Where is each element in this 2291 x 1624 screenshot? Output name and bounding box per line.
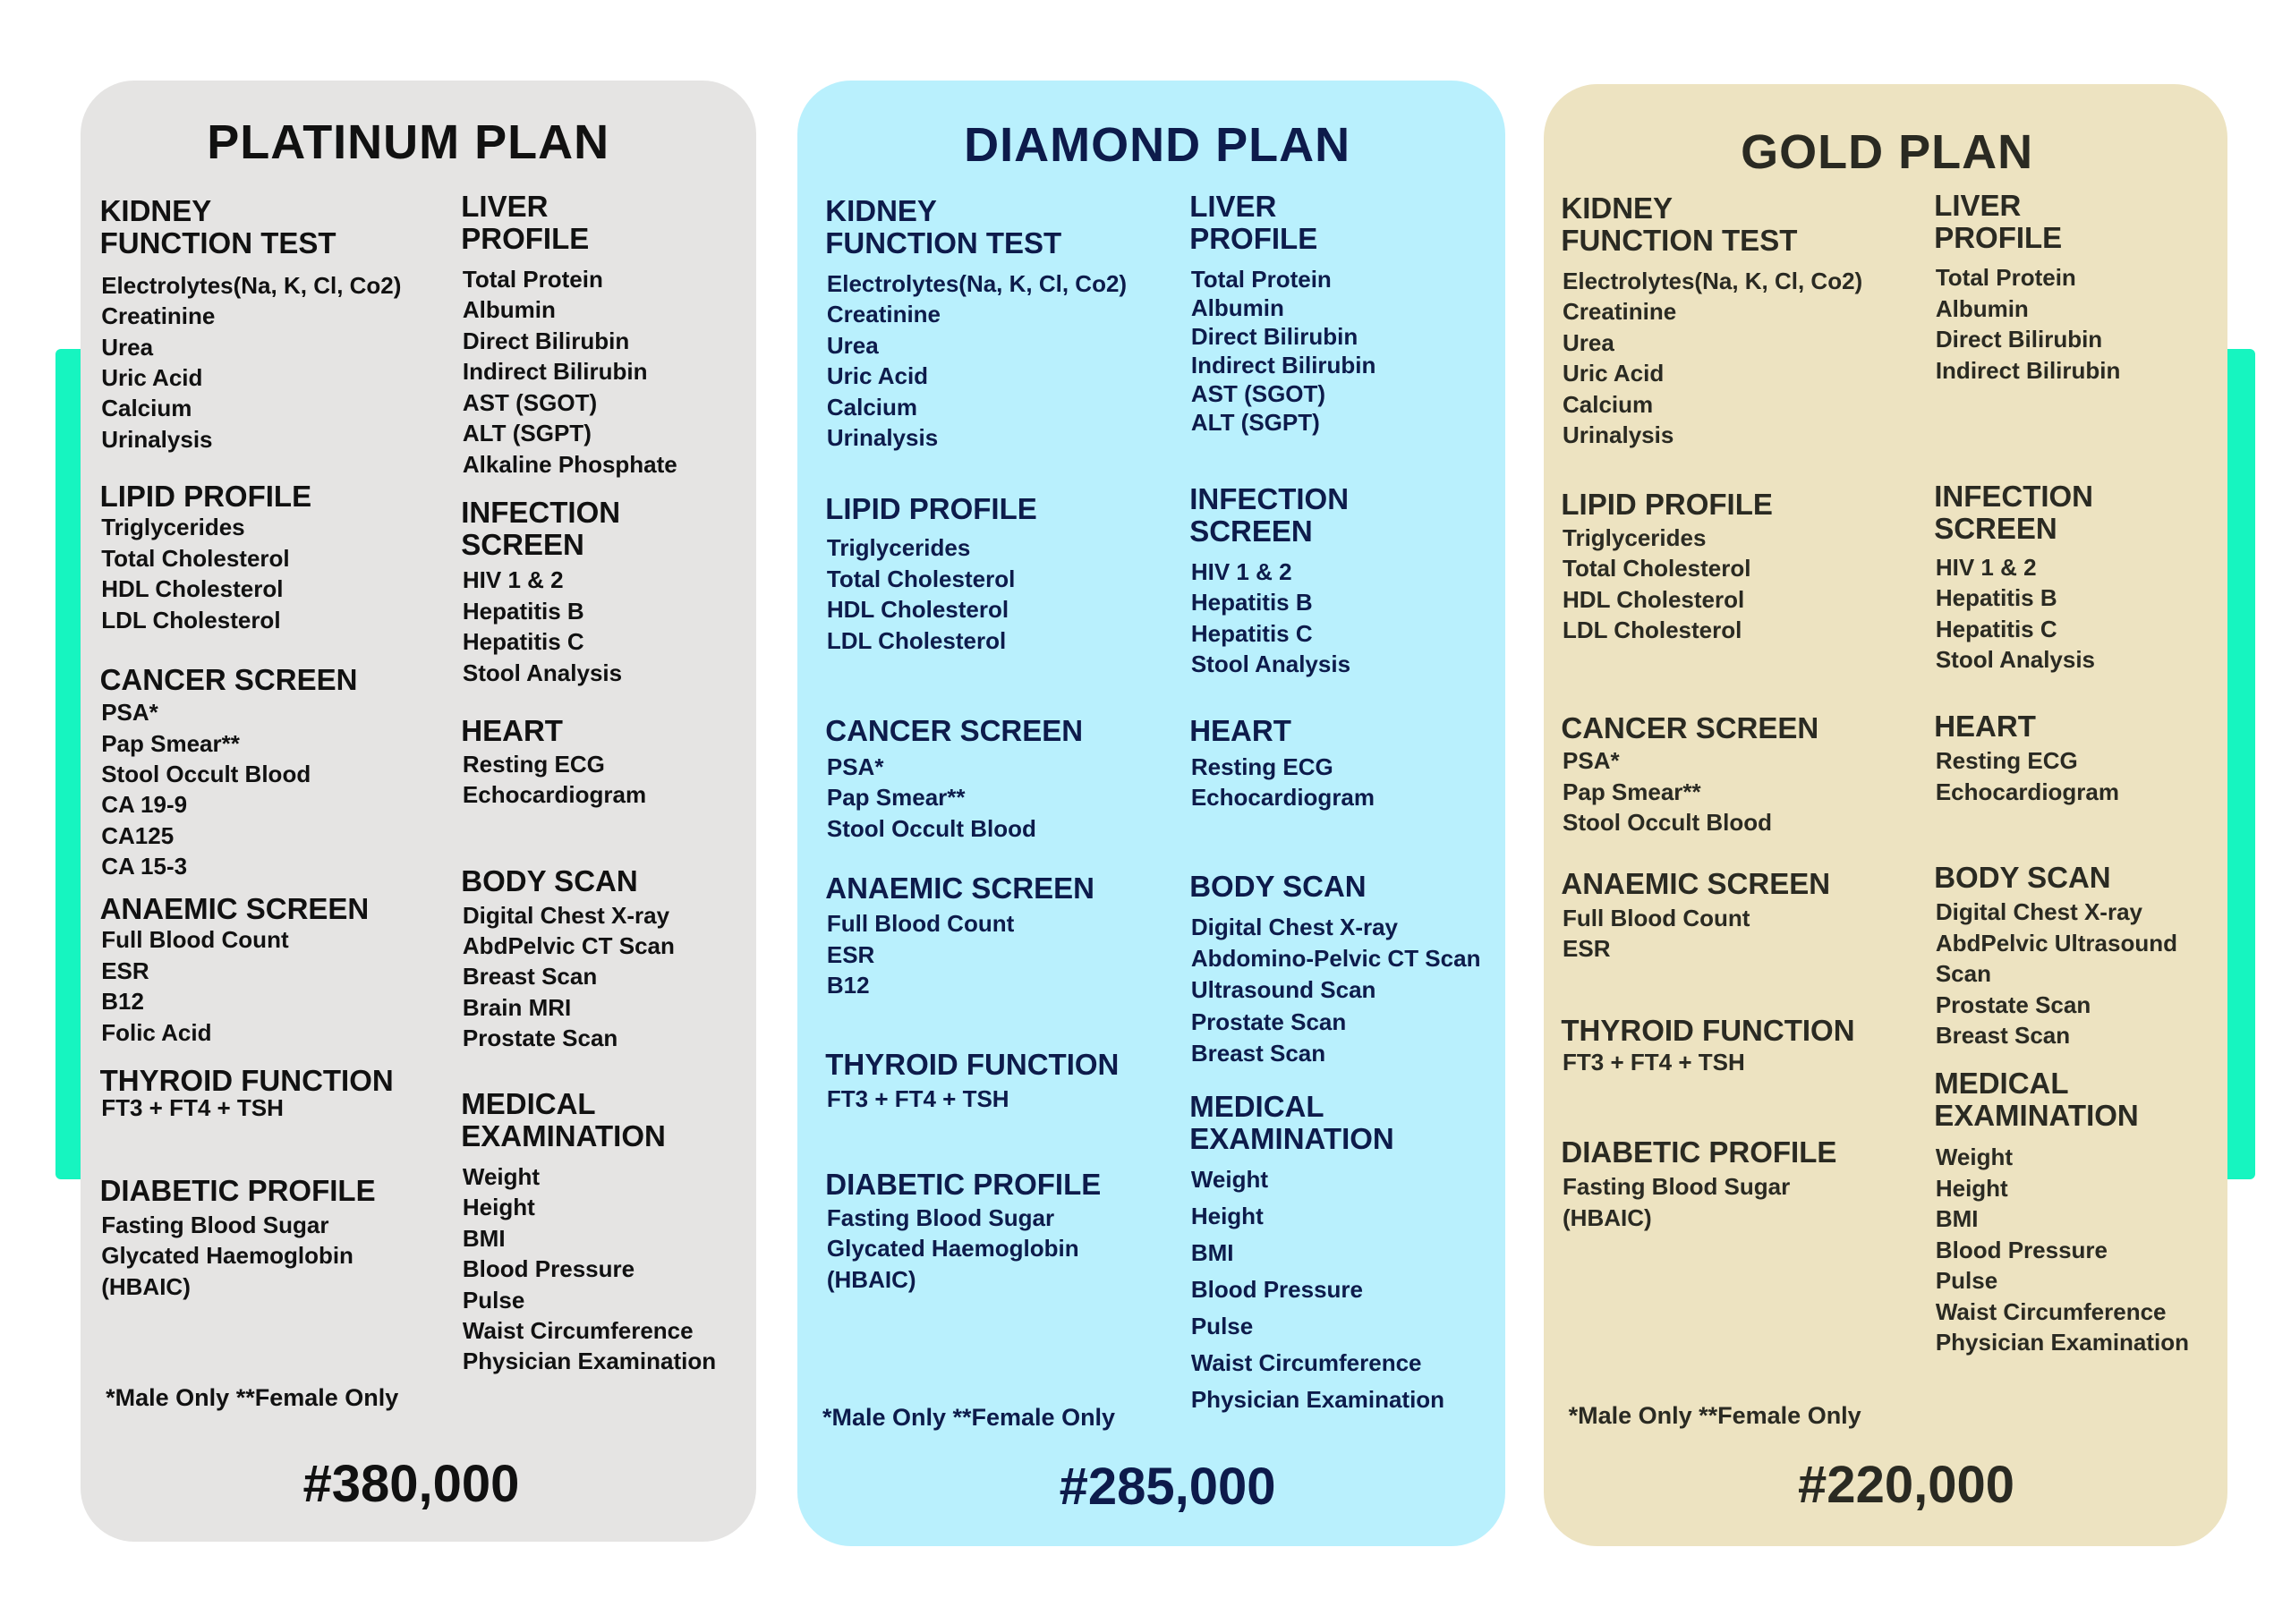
test-item: BMI: [462, 1224, 506, 1252]
test-item: Calcium: [101, 395, 192, 422]
section-heading: LIPID PROFILE: [825, 492, 1037, 526]
test-item: HDL Cholesterol: [826, 596, 1009, 624]
test-item: CA125: [101, 821, 175, 849]
test-item: Electrolytes(Na, K, Cl, Co2): [1563, 267, 1863, 294]
test-item: Hepatitis C: [462, 628, 584, 656]
test-item: Indirect Bilirubin: [1190, 352, 1376, 379]
test-item: FT3 + FT4 + TSH: [101, 1093, 284, 1121]
test-item: Prostate Scan: [1935, 991, 2091, 1018]
test-item: Blood Pressure: [1935, 1236, 2108, 1263]
plan-price: #285,000: [1059, 1457, 1276, 1516]
plan-title: DIAMOND PLAN: [964, 118, 1351, 173]
test-item: B12: [101, 988, 144, 1016]
test-item: Pulse: [1935, 1267, 1998, 1295]
test-item: Urea: [1563, 328, 1614, 356]
section-heading: KIDNEY: [825, 194, 937, 228]
test-item: Stool Occult Blood: [1563, 809, 1773, 837]
test-item: B12: [826, 972, 870, 999]
section-heading: CANCER SCREEN: [1561, 710, 1819, 744]
section-heading: HEART: [461, 714, 563, 748]
test-item: Physician Examination: [462, 1348, 717, 1375]
test-item: Triglycerides: [1563, 523, 1707, 551]
section-heading: LIPID PROFILE: [1561, 488, 1773, 522]
test-item: Pulse: [462, 1286, 525, 1314]
test-item: AbdPelvic Ultrasound: [1935, 929, 2177, 957]
test-item: Direct Bilirubin: [462, 327, 630, 354]
section-heading: FUNCTION TEST: [99, 226, 336, 260]
footnote: *Male Only **Female Only: [822, 1403, 1116, 1431]
section-heading: DIABETIC PROFILE: [99, 1173, 376, 1207]
test-item: Urinalysis: [1563, 421, 1674, 448]
test-item: PSA*: [826, 752, 884, 780]
test-item: Stool Analysis: [1935, 646, 2096, 674]
test-item: Triglycerides: [826, 534, 971, 562]
test-item: Scan: [1935, 960, 1991, 988]
test-item: Urinalysis: [826, 424, 939, 452]
section-heading: SCREEN: [1189, 514, 1313, 548]
test-item: Albumin: [1935, 294, 2029, 322]
section-heading: KIDNEY: [99, 194, 212, 228]
test-item: HIV 1 & 2: [1190, 557, 1292, 585]
test-item: Echocardiogram: [1935, 778, 2119, 805]
test-item: Fasting Blood Sugar: [101, 1211, 329, 1238]
test-item: Resting ECG: [462, 750, 605, 778]
section-heading: DIABETIC PROFILE: [825, 1168, 1102, 1202]
plan-title: PLATINUM PLAN: [207, 115, 610, 169]
test-item: LDL Cholesterol: [1563, 616, 1742, 644]
test-item: Resting ECG: [1190, 752, 1333, 780]
test-item: Alkaline Phosphate: [462, 450, 677, 478]
test-item: ALT (SGPT): [1190, 409, 1320, 437]
section-heading: PROFILE: [1934, 220, 2063, 254]
test-item: Brain MRI: [462, 993, 572, 1021]
test-item: Total Cholesterol: [826, 565, 1016, 592]
section-heading: BODY SCAN: [1934, 861, 2111, 895]
plan-title: GOLD PLAN: [1741, 125, 2034, 180]
test-item: Uric Acid: [101, 363, 203, 391]
test-item: Hepatitis B: [1190, 589, 1313, 616]
test-item: Calcium: [826, 393, 918, 421]
footnote: *Male Only **Female Only: [1568, 1402, 1861, 1430]
test-item: Echocardiogram: [1190, 784, 1375, 812]
test-item: Glycated Haemoglobin: [101, 1242, 353, 1270]
plan-price: #380,000: [302, 1454, 520, 1513]
test-item: FT3 + FT4 + TSH: [826, 1084, 1009, 1112]
test-item: Indirect Bilirubin: [462, 358, 648, 386]
test-item: AST (SGOT): [462, 388, 598, 416]
test-item: Total Cholesterol: [1563, 555, 1751, 582]
test-item: Urinalysis: [101, 425, 213, 453]
section-heading: CANCER SCREEN: [99, 662, 358, 696]
test-item: Pap Smear**: [826, 784, 966, 812]
test-item: Creatinine: [826, 301, 941, 328]
section-heading: FUNCTION TEST: [1561, 224, 1798, 258]
test-item: Full Blood Count: [826, 910, 1015, 938]
test-item: Albumin: [462, 296, 556, 324]
test-item: Height: [462, 1194, 535, 1221]
test-item: Stool Occult Blood: [101, 761, 311, 788]
test-item: ESR: [1563, 935, 1611, 963]
test-item: Breast Scan: [462, 963, 598, 991]
test-item: Creatinine: [1563, 298, 1677, 326]
test-item: Indirect Bilirubin: [1935, 356, 2121, 384]
test-item: PSA*: [101, 699, 158, 727]
test-item: Hepatitis C: [1190, 619, 1313, 647]
test-item: Hepatitis B: [462, 597, 584, 625]
test-item: Full Blood Count: [1563, 904, 1750, 931]
section-heading: DIABETIC PROFILE: [1561, 1135, 1837, 1169]
test-item: ESR: [826, 940, 875, 968]
test-item: Height: [1190, 1202, 1264, 1229]
test-item: Urea: [826, 331, 879, 359]
test-item: (HBAIC): [1563, 1203, 1652, 1231]
test-item: Urea: [101, 333, 154, 361]
test-item: HDL Cholesterol: [1563, 585, 1745, 613]
test-item: Creatinine: [101, 302, 216, 330]
test-item: Prostate Scan: [1190, 1008, 1347, 1035]
test-item: Fasting Blood Sugar: [1563, 1173, 1791, 1201]
plan-price: #220,000: [1798, 1456, 2014, 1515]
test-item: (HBAIC): [826, 1265, 916, 1293]
test-item: Resting ECG: [1935, 747, 2078, 775]
test-item: Electrolytes(Na, K, Cl, Co2): [101, 271, 402, 299]
test-item: Stool Analysis: [1190, 650, 1351, 677]
test-item: Hepatitis B: [1935, 584, 2057, 612]
test-item: Digital Chest X-ray: [1190, 913, 1399, 940]
test-item: Glycated Haemoglobin: [826, 1235, 1079, 1263]
test-item: AST (SGOT): [1190, 380, 1326, 408]
section-heading: INFECTION: [461, 495, 621, 529]
test-item: Fasting Blood Sugar: [826, 1203, 1055, 1231]
test-item: Blood Pressure: [462, 1255, 635, 1283]
section-heading: BODY SCAN: [1189, 870, 1367, 904]
test-item: Digital Chest X-ray: [462, 901, 670, 929]
test-item: Uric Acid: [826, 362, 929, 390]
test-item: Total Protein: [1935, 264, 2076, 292]
test-item: Stool Occult Blood: [826, 814, 1036, 842]
test-item: Hepatitis C: [1935, 615, 2057, 642]
section-heading: INFECTION: [1189, 481, 1350, 515]
test-item: AbdPelvic CT Scan: [462, 932, 675, 960]
test-item: BMI: [1190, 1239, 1234, 1266]
section-heading: MEDICAL: [1934, 1067, 2069, 1100]
section-heading: CANCER SCREEN: [825, 714, 1084, 748]
test-item: HIV 1 & 2: [1935, 553, 2037, 581]
section-heading: SCREEN: [461, 527, 584, 561]
section-heading: ANAEMIC SCREEN: [1561, 866, 1831, 900]
test-item: Total Protein: [462, 266, 603, 293]
test-item: Breast Scan: [1935, 1022, 2071, 1050]
test-item: Triglycerides: [101, 514, 245, 541]
section-heading: EXAMINATION: [461, 1119, 666, 1153]
section-heading: HEART: [1934, 710, 2036, 744]
section-heading: BODY SCAN: [461, 863, 638, 897]
test-item: Weight: [1190, 1165, 1269, 1193]
test-item: Blood Pressure: [1190, 1276, 1364, 1304]
test-item: ALT (SGPT): [462, 420, 592, 447]
test-item: Stool Analysis: [462, 659, 623, 686]
test-item: HDL Cholesterol: [101, 575, 284, 603]
test-item: CA 15-3: [101, 853, 188, 880]
test-item: Electrolytes(Na, K, Cl, Co2): [826, 269, 1128, 297]
test-item: HIV 1 & 2: [462, 566, 564, 594]
test-item: BMI: [1935, 1205, 1979, 1233]
test-item: Ultrasound Scan: [1190, 976, 1376, 1004]
test-item: Total Protein: [1190, 266, 1332, 293]
section-heading: HEART: [1189, 714, 1291, 748]
section-heading: EXAMINATION: [1189, 1122, 1394, 1156]
section-heading: PROFILE: [461, 222, 590, 256]
section-heading: LIVER: [1189, 190, 1277, 224]
test-item: LDL Cholesterol: [101, 606, 281, 633]
test-item: Waist Circumference: [1935, 1297, 2167, 1325]
section-heading: INFECTION: [1934, 479, 2094, 513]
test-item: PSA*: [1563, 747, 1620, 775]
test-item: Pap Smear**: [101, 729, 240, 757]
section-heading: EXAMINATION: [1934, 1099, 2139, 1133]
test-item: Direct Bilirubin: [1190, 323, 1358, 351]
test-item: LDL Cholesterol: [826, 626, 1007, 654]
test-item: Height: [1935, 1174, 2008, 1202]
test-item: Waist Circumference: [1190, 1349, 1422, 1377]
section-heading: LIPID PROFILE: [99, 479, 312, 513]
section-heading: ANAEMIC SCREEN: [99, 891, 370, 925]
test-item: CA 19-9: [101, 791, 188, 819]
section-heading: MEDICAL: [1189, 1090, 1324, 1124]
test-item: Direct Bilirubin: [1935, 326, 2103, 353]
test-item: Physician Examination: [1935, 1329, 2190, 1356]
test-item: Albumin: [1190, 294, 1284, 322]
test-item: FT3 + FT4 + TSH: [1563, 1048, 1745, 1076]
test-item: Prostate Scan: [462, 1025, 618, 1052]
section-heading: THYROID FUNCTION: [825, 1047, 1120, 1081]
section-heading: ANAEMIC SCREEN: [825, 871, 1094, 905]
test-item: Calcium: [1563, 390, 1654, 418]
test-item: Pap Smear**: [1563, 778, 1701, 805]
section-heading: THYROID FUNCTION: [99, 1063, 394, 1097]
test-item: Pulse: [1190, 1313, 1254, 1340]
test-item: Physician Examination: [1190, 1386, 1445, 1414]
footnote: *Male Only **Female Only: [106, 1384, 399, 1412]
test-item: Weight: [462, 1162, 541, 1190]
test-item: Abdomino-Pelvic CT Scan: [1190, 944, 1481, 972]
test-item: ESR: [101, 957, 149, 984]
section-heading: LIVER: [461, 190, 549, 224]
test-item: Uric Acid: [1563, 360, 1665, 387]
section-heading: SCREEN: [1934, 511, 2057, 545]
section-heading: PROFILE: [1189, 222, 1318, 256]
test-item: Full Blood Count: [101, 926, 289, 954]
section-heading: THYROID FUNCTION: [1561, 1013, 1855, 1047]
test-item: (HBAIC): [101, 1272, 191, 1300]
test-item: Total Cholesterol: [101, 544, 290, 572]
test-item: Digital Chest X-ray: [1935, 898, 2142, 926]
test-item: Folic Acid: [101, 1018, 212, 1046]
section-heading: MEDICAL: [461, 1086, 596, 1120]
section-heading: FUNCTION TEST: [825, 226, 1062, 260]
test-item: Breast Scan: [1190, 1039, 1326, 1067]
section-heading: LIVER: [1934, 188, 2022, 222]
test-item: Weight: [1935, 1144, 2014, 1171]
section-heading: KIDNEY: [1561, 191, 1674, 225]
test-item: Waist Circumference: [462, 1316, 694, 1344]
test-item: Echocardiogram: [462, 781, 647, 808]
